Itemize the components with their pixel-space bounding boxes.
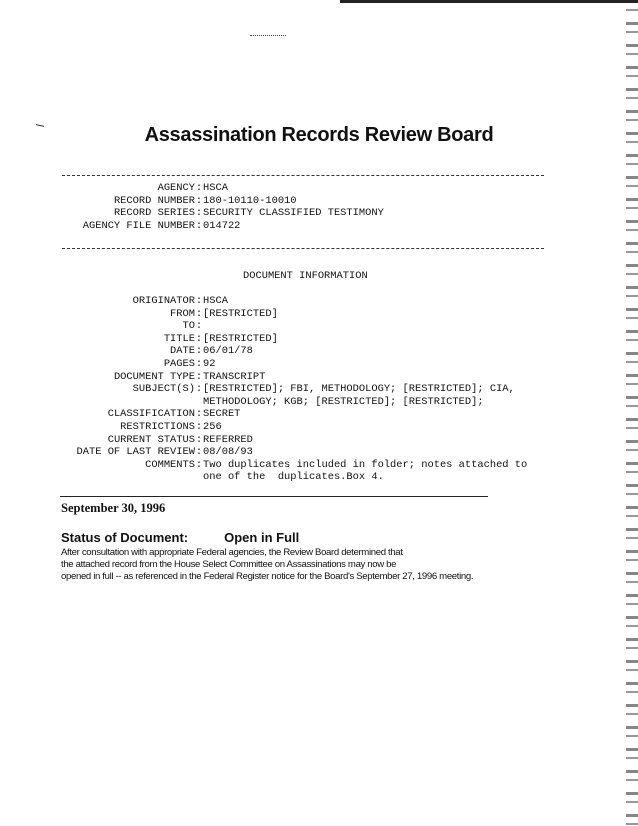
doc-field-label: DATE (170, 345, 195, 358)
record-identification (62, 182, 384, 232)
doc-field-label: TITLE (163, 332, 195, 345)
doc-field-value: TRANSCRIPT (203, 370, 266, 383)
doc-field-value: [RESTRICTED]; FBI, METHODOLOGY; [RESTRICTED]; CIA, METHODOLOGY; KGB; [RESTRICTED]; [RESTRICTED]; (203, 383, 515, 408)
doc-field-label: DOCUMENT TYPE (113, 370, 195, 383)
field-separator: : (195, 219, 203, 232)
field-separator: : (195, 307, 203, 320)
doc-field-value: 92 (203, 357, 216, 370)
doc-field-value: 06/01/78 (203, 345, 253, 358)
record-field-value: 014722 (203, 219, 241, 232)
doc-field-value: 08/08/93 (203, 446, 253, 459)
doc-field-label: CURRENT STATUS (107, 433, 195, 446)
date-rule (60, 496, 488, 497)
status-line (61, 530, 299, 545)
field-separator: : (195, 295, 203, 307)
doc-field-label: SUBJECT(S) (132, 383, 195, 396)
record-field-value: HSCA (203, 182, 228, 194)
record-field-value: 180-10110-10010 (203, 194, 297, 207)
release-note (61, 547, 581, 583)
doc-field-label: FROM (170, 307, 195, 320)
doc-field-label: ORIGINATOR (132, 295, 195, 307)
field-separator: : (195, 433, 203, 446)
field-separator: : (195, 320, 203, 333)
field-separator: : (195, 332, 203, 345)
doc-field-label: DATE OF LAST REVIEW (76, 446, 195, 459)
record-field-label: AGENCY FILE NUMBER (82, 219, 195, 232)
scan-top-edge (340, 0, 638, 3)
field-separator: : (195, 357, 203, 370)
status-label: Status of Document: (61, 530, 189, 545)
note-line: the attached record from the House Select Committee on Assassinations may now be (61, 559, 397, 570)
doc-field-value: Two duplicates included in folder; notes attached to one of the duplicates.Box 4. (203, 458, 528, 484)
field-separator: : (195, 446, 203, 459)
record-field-label: RECORD SERIES (113, 207, 195, 220)
doc-field-value: [RESTRICTED] (203, 307, 278, 320)
doc-field-value: SECRET (203, 408, 241, 421)
doc-field-label: RESTRICTIONS (120, 420, 195, 433)
dashed-divider-bottom (62, 248, 544, 249)
field-separator: : (195, 383, 203, 396)
field-separator: : (195, 408, 203, 421)
board-title: Assassination Records Review Board (144, 124, 494, 146)
section-heading: DOCUMENT INFORMATION (243, 270, 368, 282)
document-date: September 30, 1996 (61, 501, 166, 515)
field-separator: : (195, 194, 203, 207)
doc-field-value (203, 320, 527, 333)
field-separator: : (195, 345, 203, 358)
doc-field-value: HSCA (203, 295, 228, 307)
doc-field-value: REFERRED (203, 433, 253, 446)
doc-field-label: COMMENTS (145, 458, 195, 471)
field-separator: : (195, 207, 203, 220)
note-line: After consultation with appropriate Federal agencies, the Review Board determined that (61, 547, 403, 558)
record-field-label: RECORD NUMBER (113, 194, 195, 207)
status-value: Open in Full (224, 530, 300, 545)
record-field-value: SECURITY CLASSIFIED TESTIMONY (203, 207, 384, 220)
dashed-divider-top (62, 175, 544, 176)
doc-field-label: PAGES (163, 357, 195, 370)
record-field-label: AGENCY (157, 182, 195, 194)
doc-field-value: 256 (203, 420, 222, 433)
field-separator: : (195, 420, 203, 433)
scan-speck (250, 35, 286, 38)
doc-field-label: TO (182, 320, 195, 333)
doc-field-value: [RESTRICTED] (203, 332, 278, 345)
note-line: opened in full -- as referenced in the Federal Register notice for the Board's September 27, 1996 meeting. (61, 571, 474, 582)
doc-field-label: CLASSIFICATION (107, 408, 195, 421)
field-separator: : (195, 370, 203, 383)
document-information (62, 295, 527, 484)
field-separator: : (195, 182, 203, 194)
field-separator: : (195, 458, 203, 471)
